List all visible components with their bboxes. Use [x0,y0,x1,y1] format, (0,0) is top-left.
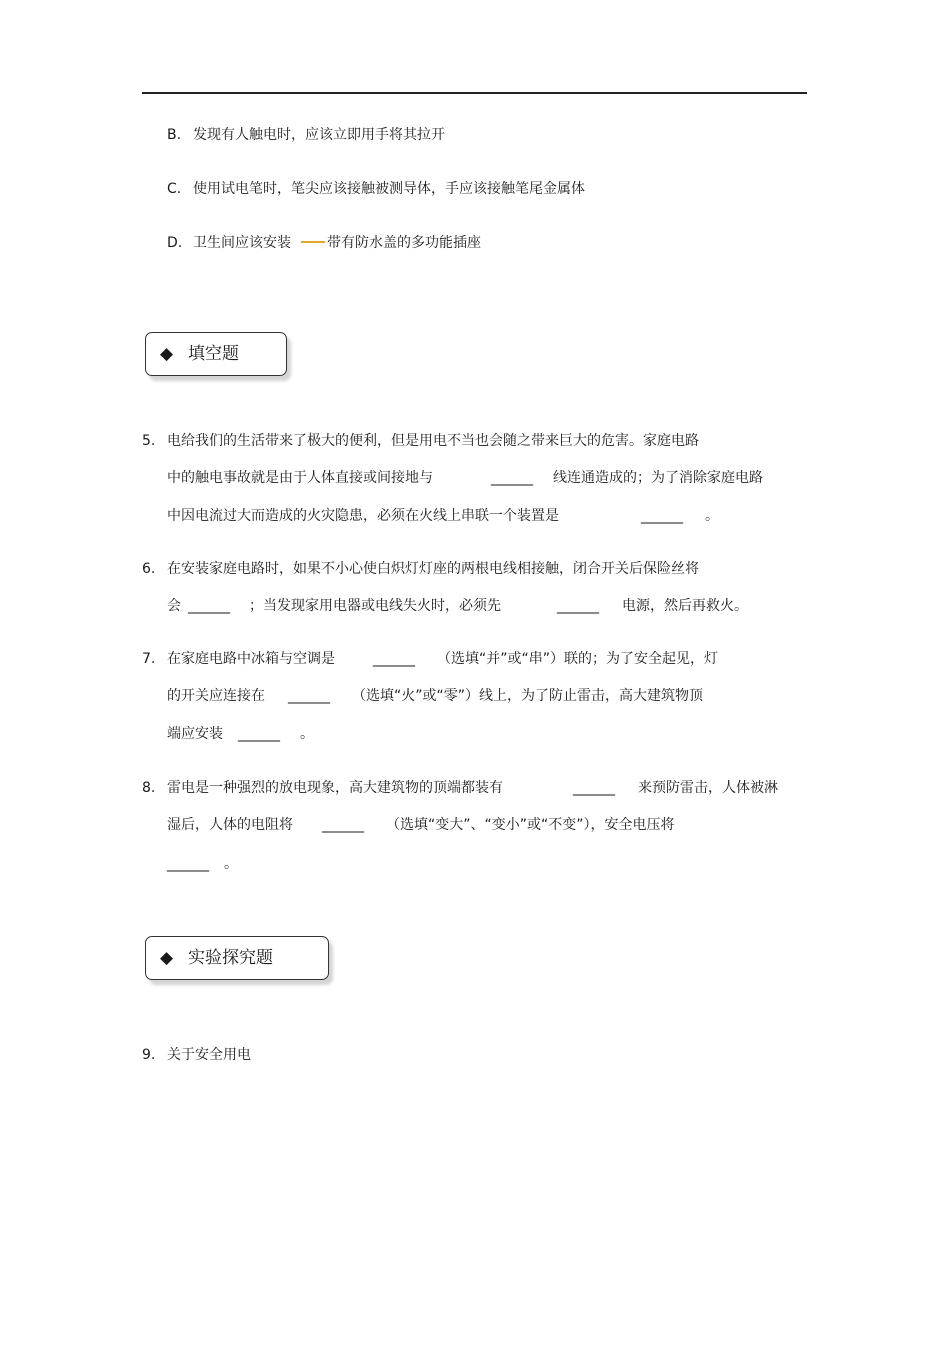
dash-mark [301,241,325,243]
question-7-line1a: 在家庭电路中冰箱与空调是 [167,651,335,667]
answer-blank: ______ [573,780,615,796]
answer-blank: ______ [322,817,364,833]
question-8-number: 8. [142,780,156,796]
question-7-line2b: （选填“火”或“零”）线上，为了防止雷击，高大建筑物顶 [352,688,704,704]
question-7-line3a: 端应安装 [167,726,223,742]
question-7-number: 7. [142,651,156,667]
question-6-line2c: 电源，然后再救火。 [622,598,748,614]
question-6-number: 6. [142,561,156,577]
answer-blank: ______ [188,598,230,614]
option-b-label: B. [167,127,182,143]
question-5-line2a: 中的触电事故就是由于人体直接或间接地与 [167,470,433,486]
question-8-line2b: （选填“变大”、“变小”或“不变”），安全电压将 [386,817,675,833]
option-c-text: 使用试电笔时，笔尖应该接触被测导体，手应该接触笔尾金属体 [193,181,585,197]
diamond-icon: ◆ [160,344,174,364]
answer-blank: ______ [238,726,280,742]
question-5-line2b: 线连通造成的；为了消除家庭电路 [553,470,763,486]
question-6-line1: 在安装家庭电路时，如果不小心使白炽灯灯座的两根电线相接触，闭合开关后保险丝将 [167,561,699,577]
question-6-line2b: ；当发现家用电器或电线失火时，必须先 [249,598,501,614]
section-title: 填空题 [188,344,239,364]
option-d-text [193,234,481,252]
question-8-line1b: 来预防雷击，人体被淋 [638,780,778,796]
option-d-text-after: 带有防水盖的多功能插座 [327,235,481,251]
option-d-label: D. [167,235,183,251]
question-7-line3b: 。 [300,726,314,742]
question-5-line1: 电给我们的生活带来了极大的便利，但是用电不当也会随之带来巨大的危害。家庭电路 [167,433,699,449]
question-5-number: 5. [142,433,156,449]
question-9-text: 关于安全用电 [167,1047,251,1063]
answer-blank: ______ [641,508,683,524]
question-5-line3a: 中因电流过大而造成的火灾隐患，必须在火线上串联一个装置是 [167,508,559,524]
answer-blank: ______ [167,856,209,872]
question-9-number: 9. [142,1047,156,1063]
option-b-text: 发现有人触电时，应该立即用手将其拉开 [193,127,445,143]
diamond-icon: ◆ [160,948,174,968]
question-8-line2a: 湿后，人体的电阻将 [167,817,293,833]
section-header-fill-blank [145,332,287,376]
question-6-line2a: 会 [167,598,181,614]
option-d-text-before: 卫生间应该安装 [193,235,291,251]
section-title: 实验探究题 [188,948,273,968]
answer-blank: ______ [557,598,599,614]
section-header-experiment [145,936,329,980]
question-5-line3b: 。 [705,508,719,524]
answer-blank: ______ [491,470,533,486]
question-8-line1a: 雷电是一种强烈的放电现象，高大建筑物的顶端都装有 [167,780,503,796]
answer-blank: ______ [373,651,415,667]
question-7-line1b: （选填“并”或“串”）联的；为了安全起见，灯 [437,651,719,667]
question-8-line3b: 。 [224,856,238,872]
question-7-line2a: 的开关应连接在 [167,688,265,704]
option-c-label: C. [167,181,182,197]
header-rule [142,92,807,94]
answer-blank: ______ [288,688,330,704]
